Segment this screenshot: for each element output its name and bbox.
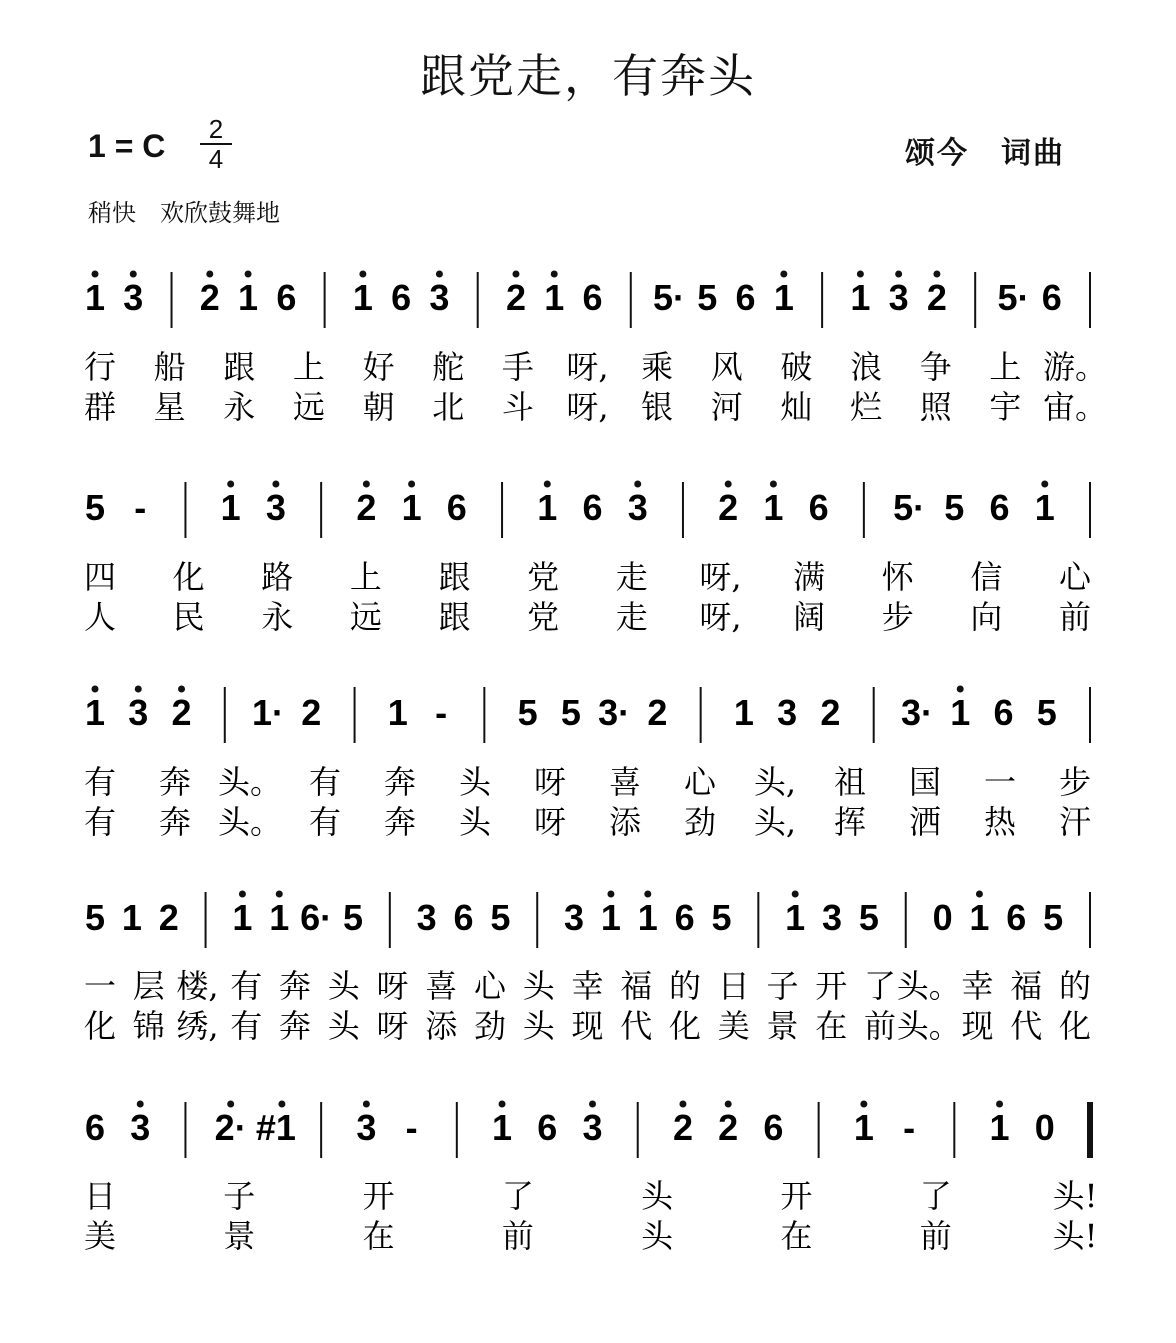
lyric-char: 锦 — [132, 1007, 165, 1045]
lyric-char: 河 — [710, 388, 743, 426]
octave-dot — [359, 271, 366, 278]
note: 5 — [711, 897, 732, 938]
note: 3 — [128, 692, 149, 733]
song-title: 跟党走，有奔头 — [420, 49, 756, 103]
lyric-char: 开 — [780, 1177, 813, 1215]
note: 6 — [674, 897, 695, 938]
lyric-char: 福 — [620, 967, 653, 1005]
octave-dot — [245, 271, 252, 278]
lyric-char: 美 — [717, 1007, 750, 1045]
lyric-char: 祖 — [833, 763, 867, 801]
note: #1 — [255, 1107, 296, 1148]
note: 3 — [265, 487, 286, 528]
note: 3 — [356, 1107, 377, 1148]
lyric-char: 上 — [989, 348, 1022, 386]
note: 1 — [232, 897, 253, 938]
note: - — [134, 487, 147, 528]
octave-dot — [436, 271, 443, 278]
octave-dot — [178, 686, 185, 693]
lyric-char: 争 — [919, 348, 952, 386]
note: 5 — [342, 897, 363, 938]
lyric-char: 的 — [1058, 967, 1092, 1005]
lyric-char: 怀 — [881, 558, 914, 596]
octave-dot — [589, 1101, 596, 1108]
meter-bottom: 4 — [208, 144, 224, 174]
note: 6 — [1006, 897, 1027, 938]
note: 6 — [735, 277, 756, 318]
lyric-char: 汗 — [1058, 803, 1092, 841]
octave-dot — [860, 1101, 867, 1108]
lyric-char: 添 — [425, 1007, 458, 1045]
lyric-char: 北 — [432, 388, 465, 426]
lyric-char: 了 — [863, 967, 897, 1005]
lyric-char: 头。 — [217, 763, 283, 801]
note: 1 — [773, 277, 794, 318]
note: 5· — [653, 277, 686, 318]
lyric-char: 呀 — [533, 763, 567, 801]
note: 1 — [238, 277, 259, 318]
lyric-char: 远 — [349, 598, 382, 636]
lyric-char: 朝 — [362, 388, 395, 426]
lyric-char: 呀 — [376, 967, 409, 1005]
note: 1 — [763, 487, 784, 528]
lyric-char: 奔 — [278, 1007, 312, 1045]
lyric-char: 劲 — [683, 803, 717, 841]
lyric-char: 层 — [132, 967, 165, 1005]
note: 6 — [446, 487, 467, 528]
lyric-char: 前 — [1058, 598, 1092, 636]
lyric-char: 有 — [308, 803, 342, 841]
lyric-char: 头, — [753, 763, 797, 801]
note: 3 — [888, 277, 909, 318]
lyric-char: 呀, — [566, 388, 609, 426]
lyric-char: 有 — [230, 1007, 263, 1045]
lyric-char: 代 — [620, 1007, 653, 1045]
octave-dot — [408, 481, 415, 488]
lyric-char: 楼, — [176, 967, 219, 1005]
lyric-char: 呀 — [533, 803, 567, 841]
octave-dot — [363, 481, 370, 488]
note: 1 — [544, 277, 565, 318]
note: 6· — [300, 897, 333, 938]
lyric-char: 头 — [641, 1177, 674, 1215]
lyric-char: 呀 — [376, 1007, 409, 1045]
note: 3 — [429, 277, 450, 318]
note: 2 — [672, 1107, 693, 1148]
octave-dot — [725, 1101, 732, 1108]
lyric-char: 幸 — [571, 967, 604, 1005]
lyric-char: 代 — [1010, 1007, 1043, 1045]
note: 2 — [356, 487, 377, 528]
lyric-char: 挥 — [833, 803, 867, 841]
lyric-char: 了 — [501, 1177, 534, 1215]
lyric-char: 前 — [501, 1217, 534, 1255]
note: 6 — [763, 1107, 784, 1148]
lyric-char: 喜 — [425, 967, 458, 1005]
note: 2 — [718, 487, 739, 528]
lyric-char: 灿 — [780, 388, 813, 426]
lyric-char: 宇 — [989, 388, 1022, 426]
note: 2 — [926, 277, 947, 318]
lyric-char: 呀, — [699, 598, 742, 636]
lyric-char: 党 — [527, 558, 560, 596]
lyric-char: 步 — [881, 598, 914, 636]
lyric-char: 永 — [261, 598, 294, 636]
lyric-char: 日 — [717, 967, 750, 1005]
lyric-char: 头 — [458, 803, 492, 841]
note: 1 — [1034, 487, 1055, 528]
note: 1 — [600, 897, 621, 938]
note: 2· — [214, 1107, 247, 1148]
lyric-char: 永 — [223, 388, 256, 426]
note: 3 — [627, 487, 648, 528]
lyric-char: 上 — [292, 348, 325, 386]
note: 6 — [582, 487, 603, 528]
lyric-char: 斗 — [501, 388, 534, 426]
note: 3· — [900, 692, 933, 733]
note: 3 — [130, 1107, 151, 1148]
note: 2 — [820, 692, 841, 733]
lyric-char: 有 — [83, 803, 117, 841]
note: 5· — [997, 277, 1030, 318]
lyric-char: 步 — [1058, 763, 1092, 801]
note: 1 — [733, 692, 754, 733]
lyric-char: 开 — [362, 1177, 395, 1215]
lyric-char: 阔 — [793, 598, 826, 636]
lyric-char: 行 — [83, 348, 117, 386]
note: 1 — [352, 277, 373, 318]
lyric-char: 走 — [615, 558, 648, 596]
lyric-char: 宙。 — [1042, 388, 1108, 426]
octave-dot — [227, 1101, 234, 1108]
lyric-char: 照 — [919, 388, 952, 426]
lyric-char: 在 — [815, 1007, 848, 1045]
octave-dot — [276, 891, 283, 898]
lyric-char: 在 — [362, 1217, 395, 1255]
octave-dot — [278, 1101, 285, 1108]
lyric-char: 化 — [1058, 1007, 1092, 1045]
lyric-char: 一 — [983, 763, 1017, 801]
note: 1 — [492, 1107, 513, 1148]
note: 6 — [84, 1107, 106, 1148]
lyric-char: 浪 — [850, 348, 883, 386]
note: 1 — [537, 487, 558, 528]
lyric-char: 前 — [919, 1217, 952, 1255]
note: 2 — [647, 692, 668, 733]
note: 1 — [853, 1107, 874, 1148]
note: 1 — [989, 1107, 1010, 1148]
lyric-char: 走 — [615, 598, 648, 636]
lyric-char: 头! — [1052, 1177, 1098, 1215]
lyric-char: 福 — [1010, 967, 1043, 1005]
note: 1 — [637, 897, 658, 938]
note: 1 — [269, 897, 290, 938]
lyric-char: 了 — [919, 1177, 952, 1215]
octave-dot — [679, 1101, 686, 1108]
lyric-char: 头。 — [896, 1007, 961, 1045]
lyric-char: 好 — [362, 348, 395, 386]
octave-dot — [206, 271, 213, 278]
lyric-char: 前 — [863, 1007, 897, 1045]
lyric-char: 跟 — [438, 598, 471, 636]
lyric-char: 一 — [83, 967, 117, 1005]
lyric-char: 信 — [970, 558, 1003, 596]
lyric-char: 奔 — [383, 803, 417, 841]
note: 5 — [944, 487, 965, 528]
lyric-char: 有 — [230, 967, 263, 1005]
lyric-char: 乘 — [641, 348, 674, 386]
lyric-char: 船 — [153, 348, 186, 386]
octave-dot — [634, 481, 641, 488]
lyric-char: 星 — [153, 388, 186, 426]
octave-dot — [499, 1101, 506, 1108]
octave-dot — [725, 481, 732, 488]
lyric-char: 上 — [349, 558, 382, 596]
lyric-char: 喜 — [608, 763, 642, 801]
note: 5 — [84, 487, 106, 528]
lyric-char: 远 — [292, 388, 325, 426]
octave-dot — [92, 686, 99, 693]
lyric-char: 心 — [473, 967, 507, 1005]
octave-dot — [976, 891, 983, 898]
lyric-char: 头 — [522, 967, 555, 1005]
lyric-char: 群 — [83, 388, 117, 426]
lyric-char: 路 — [261, 558, 294, 596]
octave-dot — [239, 891, 246, 898]
octave-dot — [92, 271, 99, 278]
note: 6 — [989, 487, 1010, 528]
note: 6 — [453, 897, 474, 938]
lyric-char: 劲 — [473, 1007, 507, 1045]
lyric-char: 满 — [793, 558, 826, 596]
note: 3 — [822, 897, 843, 938]
lyric-char: 热 — [983, 803, 1017, 841]
lyric-char: 有 — [308, 763, 342, 801]
note: 3 — [564, 897, 585, 938]
lyric-char: 开 — [815, 967, 848, 1005]
lyric-char: 头。 — [896, 967, 961, 1005]
octave-dot — [551, 271, 558, 278]
lyric-char: 呀, — [566, 348, 609, 386]
note: 2 — [171, 692, 192, 733]
lyric-char: 奔 — [158, 763, 192, 801]
lyric-char: 现 — [961, 1007, 994, 1045]
lyric-char: 头 — [641, 1217, 674, 1255]
lyric-char: 子 — [223, 1177, 256, 1215]
lyric-char: 奔 — [383, 763, 417, 801]
note: - — [405, 1107, 418, 1148]
note: 5 — [1043, 897, 1064, 938]
lyric-char: 的 — [668, 967, 702, 1005]
lyric-char: 头。 — [217, 803, 283, 841]
octave-dot — [857, 271, 864, 278]
lyric-char: 有 — [83, 763, 117, 801]
lyric-char: 头, — [753, 803, 797, 841]
lyric-char: 现 — [571, 1007, 604, 1045]
key-signature: 1 = C — [88, 128, 166, 164]
lyric-char: 头 — [327, 967, 360, 1005]
note: 1 — [84, 692, 106, 733]
note: 3 — [582, 1107, 603, 1148]
note: 0 — [1034, 1107, 1055, 1148]
octave-dot — [933, 271, 940, 278]
lyric-char: 头 — [327, 1007, 360, 1045]
note: 0 — [932, 897, 953, 938]
lyric-char: 民 — [172, 598, 205, 636]
lyric-char: 跟 — [438, 558, 471, 596]
note: 3 — [123, 277, 144, 318]
lyric-char: 烂 — [850, 388, 883, 426]
note: 1 — [401, 487, 422, 528]
note: 6 — [537, 1107, 558, 1148]
lyric-char: 景 — [766, 1007, 799, 1045]
note: 5 — [1036, 692, 1057, 733]
note: 2 — [301, 692, 322, 733]
lyric-char: 化 — [172, 558, 205, 596]
octave-dot — [227, 481, 234, 488]
note: 5 — [697, 277, 718, 318]
note: 5 — [84, 897, 106, 938]
meter-top: 2 — [208, 114, 224, 144]
note: 3 — [416, 897, 437, 938]
lyric-char: 奔 — [158, 803, 192, 841]
lyric-char: 跟 — [223, 348, 256, 386]
note: 1 — [220, 487, 241, 528]
lyric-char: 头! — [1052, 1217, 1098, 1255]
lyric-char: 心 — [683, 763, 717, 801]
lyric-char: 在 — [780, 1217, 813, 1255]
note: 6 — [993, 692, 1014, 733]
note: 6 — [582, 277, 603, 318]
note: 1 — [387, 692, 408, 733]
lyric-char: 日 — [83, 1177, 117, 1215]
note: 2 — [199, 277, 220, 318]
octave-dot — [770, 481, 777, 488]
note: - — [903, 1107, 916, 1148]
note: 1· — [252, 692, 285, 733]
lyric-char: 破 — [780, 348, 813, 386]
note: 6 — [276, 277, 297, 318]
lyric-char: 洒 — [908, 803, 942, 841]
lyric-char: 添 — [608, 803, 642, 841]
note: 5 — [560, 692, 581, 733]
lyric-char: 手 — [501, 348, 534, 386]
octave-dot — [272, 481, 279, 488]
note: 1 — [84, 277, 106, 318]
lyric-char: 银 — [641, 388, 674, 426]
lyric-char: 化 — [83, 1007, 117, 1045]
note: 6 — [1041, 277, 1062, 318]
octave-dot — [363, 1101, 370, 1108]
note: 1 — [850, 277, 871, 318]
lyric-char: 美 — [83, 1217, 117, 1255]
lyric-char: 呀, — [699, 558, 742, 596]
octave-dot — [957, 686, 964, 693]
note: 2 — [158, 897, 179, 938]
octave-dot — [512, 271, 519, 278]
octave-dot — [607, 891, 614, 898]
note: 2 — [718, 1107, 739, 1148]
note: 5 — [858, 897, 879, 938]
octave-dot — [895, 271, 902, 278]
note: 2 — [505, 277, 526, 318]
lyric-char: 游。 — [1042, 348, 1108, 386]
lyric-char: 国 — [908, 763, 942, 801]
lyric-char: 绣, — [176, 1007, 219, 1045]
note: 1 — [785, 897, 806, 938]
octave-dot — [135, 686, 142, 693]
lyric-char: 舵 — [432, 348, 465, 386]
octave-dot — [137, 1101, 144, 1108]
lyric-char: 子 — [766, 967, 799, 1005]
lyric-char: 化 — [668, 1007, 702, 1045]
lyric-char: 人 — [83, 598, 117, 636]
lyric-char: 头 — [458, 763, 492, 801]
octave-dot — [780, 271, 787, 278]
author-credit: 颂今 词曲 — [905, 136, 1065, 171]
note: 5 — [490, 897, 511, 938]
lyric-char: 心 — [1058, 558, 1092, 596]
note: 1 — [969, 897, 990, 938]
lyric-char: 四 — [83, 558, 117, 596]
lyric-char: 向 — [970, 598, 1003, 636]
note: 1 — [121, 897, 142, 938]
octave-dot — [1041, 481, 1048, 488]
lyric-char: 景 — [223, 1217, 256, 1255]
note: 1 — [950, 692, 971, 733]
octave-dot — [130, 271, 137, 278]
lyric-char: 幸 — [961, 967, 994, 1005]
note: 6 — [391, 277, 412, 318]
octave-dot — [544, 481, 551, 488]
note: 5· — [893, 487, 926, 528]
note: 6 — [808, 487, 829, 528]
lyric-char: 风 — [710, 348, 743, 386]
lyric-char: 头 — [522, 1007, 555, 1045]
note: - — [435, 692, 448, 733]
note: 3 — [777, 692, 798, 733]
tempo-marking: 稍快 欢欣鼓舞地 — [88, 199, 280, 227]
lyric-char: 党 — [527, 598, 560, 636]
octave-dot — [644, 891, 651, 898]
note: 5 — [517, 692, 538, 733]
octave-dot — [792, 891, 799, 898]
lyric-char: 奔 — [278, 967, 312, 1005]
octave-dot — [996, 1101, 1003, 1108]
note: 3· — [598, 692, 631, 733]
